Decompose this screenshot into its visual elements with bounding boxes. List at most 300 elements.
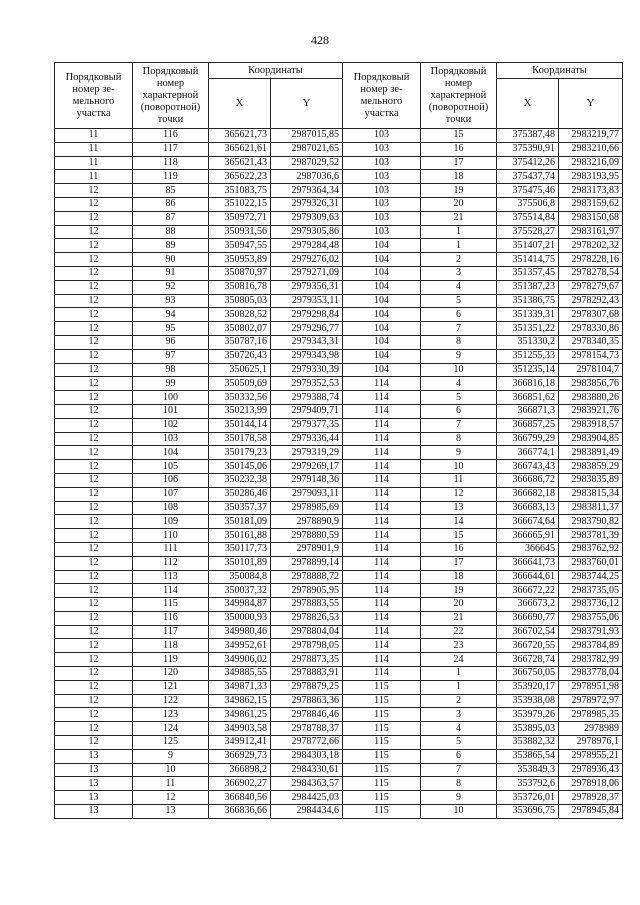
plot-number-cell: 13 [55, 805, 133, 819]
x-coordinate-cell: 350037,32 [209, 584, 271, 598]
x-coordinate-cell: 375390,91 [497, 142, 559, 156]
y-coordinate-cell: 2987036,6 [271, 170, 343, 184]
plot-number-cell: 114 [343, 667, 421, 681]
point-number-cell: 109 [133, 515, 209, 529]
table-row [55, 253, 623, 267]
plot-number-cell: 104 [343, 253, 421, 267]
point-number-cell: 1 [421, 225, 497, 239]
point-number-cell: 17 [421, 556, 497, 570]
header-coordinates-right: Координаты [497, 63, 623, 79]
y-coordinate-cell: 2978899,14 [271, 556, 343, 570]
point-number-cell: 9 [421, 349, 497, 363]
x-coordinate-cell: 366644,61 [497, 570, 559, 584]
x-coordinate-cell: 366702,54 [497, 625, 559, 639]
point-number-cell: 9 [421, 446, 497, 460]
y-coordinate-cell: 2978330,86 [559, 322, 623, 336]
plot-number-cell: 12 [55, 584, 133, 598]
point-number-cell: 113 [133, 570, 209, 584]
y-coordinate-cell: 2978826,53 [271, 611, 343, 625]
x-coordinate-cell: 366720,55 [497, 639, 559, 653]
plot-number-cell: 11 [55, 142, 133, 156]
plot-number-cell: 103 [343, 225, 421, 239]
point-number-cell: 97 [133, 349, 209, 363]
y-coordinate-cell: 2979309,63 [271, 211, 343, 225]
point-number-cell: 1 [421, 239, 497, 253]
x-coordinate-cell: 351083,75 [209, 184, 271, 198]
plot-number-cell: 115 [343, 791, 421, 805]
x-coordinate-cell: 349906,02 [209, 653, 271, 667]
x-coordinate-cell: 375387,48 [497, 129, 559, 143]
x-coordinate-cell: 350625,1 [209, 363, 271, 377]
plot-number-cell: 103 [343, 197, 421, 211]
y-coordinate-cell: 2978873,35 [271, 653, 343, 667]
point-number-cell: 119 [133, 653, 209, 667]
table-row [55, 142, 623, 156]
y-coordinate-cell: 2978879,25 [271, 680, 343, 694]
point-number-cell: 21 [421, 611, 497, 625]
x-coordinate-cell: 353882,32 [497, 736, 559, 750]
x-coordinate-cell: 350953,89 [209, 253, 271, 267]
x-coordinate-cell: 351339,31 [497, 308, 559, 322]
plot-number-cell: 12 [55, 487, 133, 501]
plot-number-cell: 12 [55, 542, 133, 556]
y-coordinate-cell: 2983159,62 [559, 197, 623, 211]
table-row [55, 749, 623, 763]
plot-number-cell: 12 [55, 653, 133, 667]
point-number-cell: 120 [133, 667, 209, 681]
plot-number-cell: 114 [343, 487, 421, 501]
point-number-cell: 90 [133, 253, 209, 267]
plot-number-cell: 115 [343, 736, 421, 750]
plot-number-cell: 114 [343, 584, 421, 598]
header-point-number-left: Порядковый номер характерной (поворотной) точки [133, 63, 209, 129]
point-number-cell: 15 [421, 129, 497, 143]
table-row [55, 639, 623, 653]
plot-number-cell: 103 [343, 129, 421, 143]
plot-number-cell: 12 [55, 418, 133, 432]
x-coordinate-cell: 351351,22 [497, 322, 559, 336]
plot-number-cell: 12 [55, 570, 133, 584]
y-coordinate-cell: 2983811,37 [559, 501, 623, 515]
y-coordinate-cell: 2983835,89 [559, 473, 623, 487]
point-number-cell: 118 [133, 156, 209, 170]
plot-number-cell: 12 [55, 529, 133, 543]
y-coordinate-cell: 2983790,82 [559, 515, 623, 529]
y-coordinate-cell: 2978154,73 [559, 349, 623, 363]
table-row [55, 611, 623, 625]
point-number-cell: 108 [133, 501, 209, 515]
y-coordinate-cell: 2978883,91 [271, 667, 343, 681]
plot-number-cell: 12 [55, 625, 133, 639]
y-coordinate-cell: 2978292,43 [559, 294, 623, 308]
y-coordinate-cell: 2978936,43 [559, 763, 623, 777]
table-row [55, 708, 623, 722]
plot-number-cell: 12 [55, 722, 133, 736]
y-coordinate-cell: 2978340,35 [559, 335, 623, 349]
point-number-cell: 12 [133, 791, 209, 805]
point-number-cell: 13 [133, 805, 209, 819]
y-coordinate-cell: 2983891,49 [559, 446, 623, 460]
x-coordinate-cell: 353865,54 [497, 749, 559, 763]
plot-number-cell: 114 [343, 542, 421, 556]
point-number-cell: 11 [133, 777, 209, 791]
table-row [55, 542, 623, 556]
page-number: 428 [311, 33, 329, 47]
y-coordinate-cell: 2983781,39 [559, 529, 623, 543]
y-coordinate-cell: 2979356,31 [271, 280, 343, 294]
x-coordinate-cell: 350084,8 [209, 570, 271, 584]
x-coordinate-cell: 349912,41 [209, 736, 271, 750]
y-coordinate-cell: 2983778,04 [559, 667, 623, 681]
x-coordinate-cell: 351387,23 [497, 280, 559, 294]
y-coordinate-cell: 2984330,61 [271, 763, 343, 777]
plot-number-cell: 114 [343, 432, 421, 446]
point-number-cell: 3 [421, 708, 497, 722]
y-coordinate-cell: 2983736,12 [559, 598, 623, 612]
x-coordinate-cell: 350805,03 [209, 294, 271, 308]
x-coordinate-cell: 366665,91 [497, 529, 559, 543]
plot-number-cell: 103 [343, 156, 421, 170]
plot-number-cell: 115 [343, 722, 421, 736]
x-coordinate-cell: 366902,27 [209, 777, 271, 791]
header-x-right: X [497, 79, 559, 129]
y-coordinate-cell: 2983173,83 [559, 184, 623, 198]
point-number-cell: 92 [133, 280, 209, 294]
plot-number-cell: 13 [55, 763, 133, 777]
table-row [55, 432, 623, 446]
x-coordinate-cell: 349952,61 [209, 639, 271, 653]
x-coordinate-cell: 366816,18 [497, 377, 559, 391]
y-coordinate-cell: 2978888,72 [271, 570, 343, 584]
y-coordinate-cell: 2983921,76 [559, 404, 623, 418]
x-coordinate-cell: 366836,66 [209, 805, 271, 819]
x-coordinate-cell: 366673,2 [497, 598, 559, 612]
y-coordinate-cell: 2978901,9 [271, 542, 343, 556]
y-coordinate-cell: 2979284,48 [271, 239, 343, 253]
plot-number-cell: 12 [55, 253, 133, 267]
point-number-cell: 18 [421, 570, 497, 584]
x-coordinate-cell: 353938,08 [497, 694, 559, 708]
y-coordinate-cell: 2983918,57 [559, 418, 623, 432]
y-coordinate-cell: 2984425,03 [271, 791, 343, 805]
x-coordinate-cell: 366674,64 [497, 515, 559, 529]
table-row [55, 266, 623, 280]
table-row [55, 777, 623, 791]
x-coordinate-cell: 350726,43 [209, 349, 271, 363]
x-coordinate-cell: 366743,43 [497, 460, 559, 474]
table-row [55, 625, 623, 639]
y-coordinate-cell: 2983735,05 [559, 584, 623, 598]
point-number-cell: 2 [421, 694, 497, 708]
plot-number-cell: 12 [55, 736, 133, 750]
table-row [55, 556, 623, 570]
plot-number-cell: 12 [55, 708, 133, 722]
x-coordinate-cell: 350787,16 [209, 335, 271, 349]
x-coordinate-cell: 366929,73 [209, 749, 271, 763]
point-number-cell: 7 [421, 322, 497, 336]
x-coordinate-cell: 350357,37 [209, 501, 271, 515]
point-number-cell: 23 [421, 639, 497, 653]
point-number-cell: 19 [421, 584, 497, 598]
plot-number-cell: 114 [343, 556, 421, 570]
point-number-cell: 5 [421, 736, 497, 750]
point-number-cell: 91 [133, 266, 209, 280]
point-number-cell: 16 [421, 142, 497, 156]
header-plot-number-right: Порядковый номер зе-мельного участка [343, 63, 421, 129]
x-coordinate-cell: 350161,88 [209, 529, 271, 543]
y-coordinate-cell: 2978307,68 [559, 308, 623, 322]
x-coordinate-cell: 366683,13 [497, 501, 559, 515]
plot-number-cell: 12 [55, 349, 133, 363]
x-coordinate-cell: 349903,58 [209, 722, 271, 736]
plot-number-cell: 103 [343, 184, 421, 198]
table-row [55, 184, 623, 198]
x-coordinate-cell: 366645 [497, 542, 559, 556]
y-coordinate-cell: 2979330,39 [271, 363, 343, 377]
x-coordinate-cell: 353979,26 [497, 708, 559, 722]
plot-number-cell: 114 [343, 653, 421, 667]
x-coordinate-cell: 365621,43 [209, 156, 271, 170]
table-row [55, 460, 623, 474]
x-coordinate-cell: 350178,58 [209, 432, 271, 446]
point-number-cell: 119 [133, 170, 209, 184]
plot-number-cell: 12 [55, 294, 133, 308]
plot-number-cell: 12 [55, 308, 133, 322]
plot-number-cell: 115 [343, 749, 421, 763]
point-number-cell: 6 [421, 404, 497, 418]
x-coordinate-cell: 366799,29 [497, 432, 559, 446]
table-row [55, 294, 623, 308]
x-coordinate-cell: 350145,06 [209, 460, 271, 474]
y-coordinate-cell: 2983216,09 [559, 156, 623, 170]
table-row [55, 170, 623, 184]
plot-number-cell: 115 [343, 805, 421, 819]
table-row [55, 694, 623, 708]
point-number-cell: 116 [133, 129, 209, 143]
x-coordinate-cell: 350816,78 [209, 280, 271, 294]
x-coordinate-cell: 375528,27 [497, 225, 559, 239]
point-number-cell: 22 [421, 625, 497, 639]
x-coordinate-cell: 351414,75 [497, 253, 559, 267]
plot-number-cell: 12 [55, 667, 133, 681]
x-coordinate-cell: 349871,33 [209, 680, 271, 694]
x-coordinate-cell: 351255,33 [497, 349, 559, 363]
y-coordinate-cell: 2979319,29 [271, 446, 343, 460]
x-coordinate-cell: 350144,14 [209, 418, 271, 432]
x-coordinate-cell: 351022,15 [209, 197, 271, 211]
table-row [55, 197, 623, 211]
x-coordinate-cell: 375514,84 [497, 211, 559, 225]
x-coordinate-cell: 351330,2 [497, 335, 559, 349]
point-number-cell: 115 [133, 598, 209, 612]
header-y-right: Y [559, 79, 623, 129]
plot-number-cell: 13 [55, 749, 133, 763]
point-number-cell: 107 [133, 487, 209, 501]
plot-number-cell: 114 [343, 404, 421, 418]
table-row [55, 529, 623, 543]
y-coordinate-cell: 2978955,21 [559, 749, 623, 763]
x-coordinate-cell: 350947,55 [209, 239, 271, 253]
y-coordinate-cell: 2978772,66 [271, 736, 343, 750]
plot-number-cell: 115 [343, 680, 421, 694]
y-coordinate-cell: 2978985,69 [271, 501, 343, 515]
x-coordinate-cell: 375506,8 [497, 197, 559, 211]
plot-number-cell: 12 [55, 694, 133, 708]
plot-number-cell: 114 [343, 611, 421, 625]
point-number-cell: 96 [133, 335, 209, 349]
x-coordinate-cell: 350213,99 [209, 404, 271, 418]
table-row [55, 225, 623, 239]
x-coordinate-cell: 353920,17 [497, 680, 559, 694]
point-number-cell: 87 [133, 211, 209, 225]
x-coordinate-cell: 366871,3 [497, 404, 559, 418]
y-coordinate-cell: 2978846,46 [271, 708, 343, 722]
table-row [55, 598, 623, 612]
coordinates-table [54, 62, 623, 819]
table-row [55, 805, 623, 819]
x-coordinate-cell: 349885,55 [209, 667, 271, 681]
plot-number-cell: 114 [343, 598, 421, 612]
table-row [55, 211, 623, 225]
x-coordinate-cell: 353792,6 [497, 777, 559, 791]
y-coordinate-cell: 2984303,18 [271, 749, 343, 763]
x-coordinate-cell: 366728,74 [497, 653, 559, 667]
point-number-cell: 123 [133, 708, 209, 722]
point-number-cell: 95 [133, 322, 209, 336]
x-coordinate-cell: 350181,09 [209, 515, 271, 529]
plot-number-cell: 12 [55, 598, 133, 612]
y-coordinate-cell: 2983193,95 [559, 170, 623, 184]
plot-number-cell: 114 [343, 460, 421, 474]
y-coordinate-cell: 2978972,97 [559, 694, 623, 708]
x-coordinate-cell: 353895,03 [497, 722, 559, 736]
y-coordinate-cell: 2979343,31 [271, 335, 343, 349]
x-coordinate-cell: 366682,18 [497, 487, 559, 501]
y-coordinate-cell: 2978976,1 [559, 736, 623, 750]
table-row [55, 487, 623, 501]
point-number-cell: 10 [421, 363, 497, 377]
table-row [55, 363, 623, 377]
y-coordinate-cell: 2978104,7 [559, 363, 623, 377]
x-coordinate-cell: 350870,97 [209, 266, 271, 280]
point-number-cell: 4 [421, 377, 497, 391]
y-coordinate-cell: 2979364,34 [271, 184, 343, 198]
plot-number-cell: 104 [343, 280, 421, 294]
point-number-cell: 121 [133, 680, 209, 694]
point-number-cell: 6 [421, 749, 497, 763]
table-row [55, 791, 623, 805]
point-number-cell: 1 [421, 680, 497, 694]
point-number-cell: 13 [421, 501, 497, 515]
plot-number-cell: 114 [343, 501, 421, 515]
plot-number-cell: 115 [343, 763, 421, 777]
y-coordinate-cell: 2978804,04 [271, 625, 343, 639]
x-coordinate-cell: 350286,46 [209, 487, 271, 501]
y-coordinate-cell: 2983760,01 [559, 556, 623, 570]
table-row [55, 570, 623, 584]
table-row [55, 418, 623, 432]
table-row [55, 349, 623, 363]
point-number-cell: 10 [133, 763, 209, 777]
y-coordinate-cell: 2978798,05 [271, 639, 343, 653]
header-y-left: Y [271, 79, 343, 129]
point-number-cell: 17 [421, 156, 497, 170]
x-coordinate-cell: 349862,15 [209, 694, 271, 708]
y-coordinate-cell: 2984434,6 [271, 805, 343, 819]
plot-number-cell: 11 [55, 170, 133, 184]
point-number-cell: 10 [421, 805, 497, 819]
x-coordinate-cell: 350332,56 [209, 391, 271, 405]
x-coordinate-cell: 366690,77 [497, 611, 559, 625]
point-number-cell: 20 [421, 197, 497, 211]
x-coordinate-cell: 375475,46 [497, 184, 559, 198]
plot-number-cell: 12 [55, 556, 133, 570]
plot-number-cell: 114 [343, 446, 421, 460]
y-coordinate-cell: 2983791,93 [559, 625, 623, 639]
plot-number-cell: 115 [343, 777, 421, 791]
point-number-cell: 110 [133, 529, 209, 543]
y-coordinate-cell: 2987029,52 [271, 156, 343, 170]
point-number-cell: 105 [133, 460, 209, 474]
point-number-cell: 5 [421, 294, 497, 308]
y-coordinate-cell: 2979388,74 [271, 391, 343, 405]
plot-number-cell: 12 [55, 280, 133, 294]
y-coordinate-cell: 2978989 [559, 722, 623, 736]
table-row [55, 763, 623, 777]
x-coordinate-cell: 365622,23 [209, 170, 271, 184]
y-coordinate-cell: 2987015,85 [271, 129, 343, 143]
plot-number-cell: 104 [343, 308, 421, 322]
plot-number-cell: 12 [55, 515, 133, 529]
point-number-cell: 16 [421, 542, 497, 556]
point-number-cell: 116 [133, 611, 209, 625]
y-coordinate-cell: 2978228,16 [559, 253, 623, 267]
point-number-cell: 118 [133, 639, 209, 653]
plot-number-cell: 103 [343, 211, 421, 225]
table-row [55, 653, 623, 667]
point-number-cell: 3 [421, 266, 497, 280]
point-number-cell: 5 [421, 391, 497, 405]
y-coordinate-cell: 2979409,71 [271, 404, 343, 418]
y-coordinate-cell: 2978863,36 [271, 694, 343, 708]
table-row [55, 584, 623, 598]
point-number-cell: 85 [133, 184, 209, 198]
plot-number-cell: 114 [343, 625, 421, 639]
plot-number-cell: 114 [343, 391, 421, 405]
plot-number-cell: 12 [55, 639, 133, 653]
y-coordinate-cell: 2978918,06 [559, 777, 623, 791]
plot-number-cell: 12 [55, 432, 133, 446]
x-coordinate-cell: 366857,25 [497, 418, 559, 432]
table-row [55, 391, 623, 405]
point-number-cell: 86 [133, 197, 209, 211]
x-coordinate-cell: 365621,73 [209, 129, 271, 143]
y-coordinate-cell: 2983815,34 [559, 487, 623, 501]
point-number-cell: 117 [133, 142, 209, 156]
y-coordinate-cell: 2979296,77 [271, 322, 343, 336]
plot-number-cell: 104 [343, 349, 421, 363]
x-coordinate-cell: 366774,1 [497, 446, 559, 460]
y-coordinate-cell: 2983784,89 [559, 639, 623, 653]
x-coordinate-cell: 353726,01 [497, 791, 559, 805]
point-number-cell: 10 [421, 460, 497, 474]
x-coordinate-cell: 350802,07 [209, 322, 271, 336]
plot-number-cell: 12 [55, 225, 133, 239]
x-coordinate-cell: 366840,56 [209, 791, 271, 805]
point-number-cell: 93 [133, 294, 209, 308]
plot-number-cell: 12 [55, 473, 133, 487]
plot-number-cell: 114 [343, 473, 421, 487]
